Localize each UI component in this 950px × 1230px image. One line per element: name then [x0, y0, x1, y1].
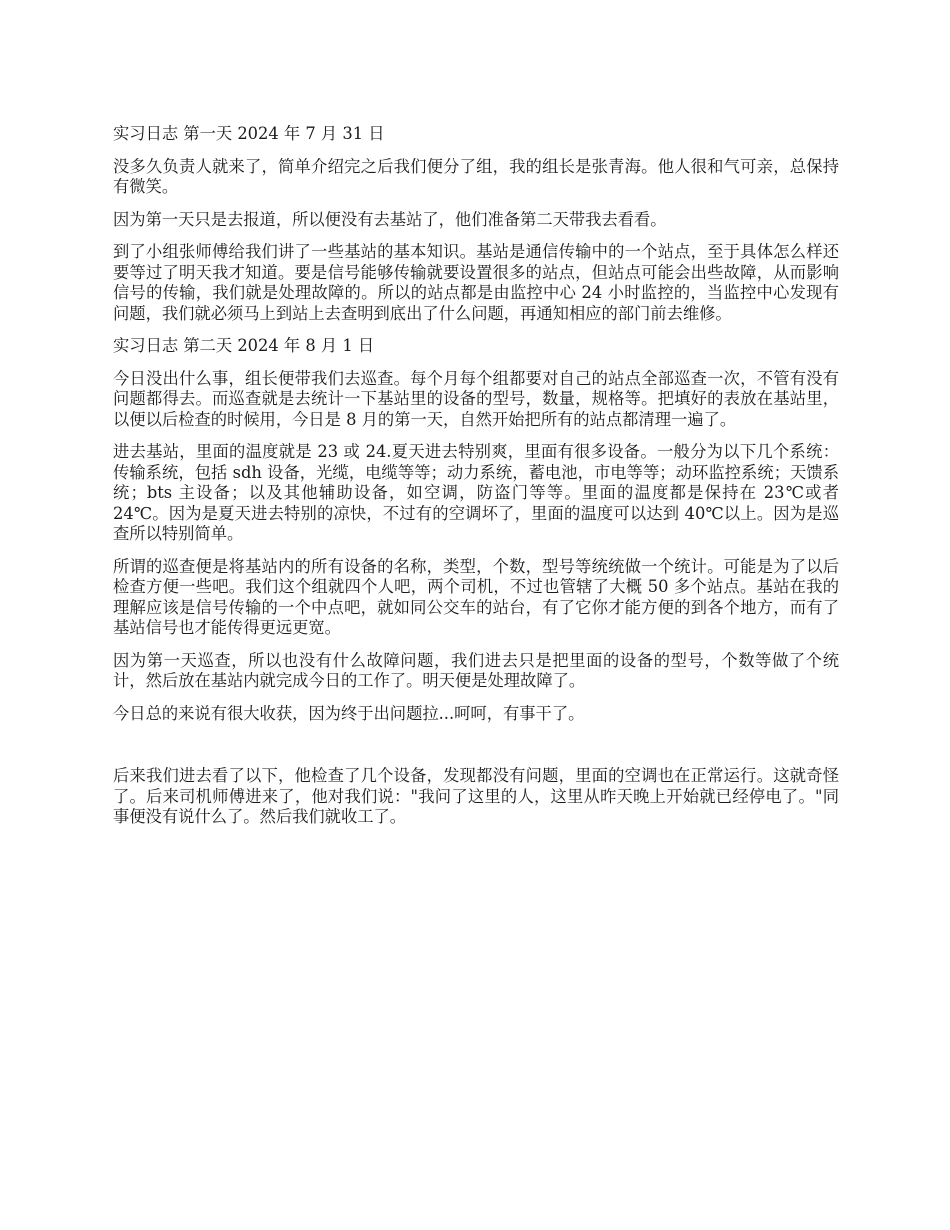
- paragraph: 因为第一天巡查，所以也没有什么故障问题，我们进去只是把里面的设备的型号，个数等做了个统计，然后放在基站内就完成今日的工作了。明天便是处理故障了。: [113, 650, 839, 690]
- log-heading-day-2: 实习日志 第二天 2024 年 8 月 1 日: [113, 336, 375, 355]
- blank-line: [113, 736, 839, 766]
- paragraph: 今日总的来说有很大收获，因为终于出问题拉...呵呵，有事干了。: [113, 703, 585, 723]
- log-heading-day-1: 实习日志 第一天 2024 年 7 月 31 日: [113, 124, 385, 143]
- document-body: [113, 124, 839, 840]
- paragraph: 今日没出什么事，组长便带我们去巡查。每个月每个组都要对自己的站点全部巡查一次，不管有没有问题都得去。而巡查就是去统计一下基站里的设备的型号，数量，规格等。把填好的表放在基站里，以便以后检查的时候用，今日是 8 月的第一天，自然开始把所有的站点都清理一遍了。: [113, 368, 839, 429]
- paragraph: 到了小组张师傅给我们讲了一些基站的基本知识。基站是通信传输中的一个站点，至于具体怎么样还要等过了明天我才知道。要是信号能够传输就要设置很多的站点，但站点可能会出些故障，从而影响信号的传输，我们就是处理故障的。所以的站点都是由监控中心 24 小时监控的，当监控中心发现有问题，我们就必须马上到站上去查明到底出了什么问题，再通知相应的部门前去维修。: [113, 242, 839, 323]
- paragraph: 进去基站，里面的温度就是 23 或 24.夏天进去特别爽，里面有很多设备。一般分为以下几个系统：传输系统，包括 sdh 设备，光缆，电缆等等；动力系统，蓄电池，市电等等；动环监控系统；天馈系统；bts 主设备；以及其他辅助设备，如空调，防盗门等等。里面的温度都是保持在 23℃或者 24℃。因为是夏天进去特别的凉快，不过有的空调坏了，里面的温度可以达到 40℃以上。因为是巡查所以特别简单。: [113, 442, 839, 543]
- paragraph: 没多久负责人就来了，简单介绍完之后我们便分了组，我的组长是张青海。他人很和气可亲，总保持有微笑。: [113, 156, 839, 196]
- paragraph: 因为第一天只是去报道，所以便没有去基站了，他们准备第二天带我去看看。: [113, 209, 667, 229]
- paragraph: 后来我们进去看了以下，他检查了几个设备，发现都没有问题，里面的空调也在正常运行。这就奇怪了。后来司机师傅进来了，他对我们说："我问了这里的人，这里从昨天晚上开始就已经停电了。"同事便没有说什么了。然后我们就收工了。: [113, 766, 839, 826]
- paragraph: 所谓的巡查便是将基站内的所有设备的名称，类型，个数，型号等统统做一个统计。可能是为了以后检查方便一些吧。我们这个组就四个人吧，两个司机，不过也管辖了大概 50 多个站点。基站在我的理解应该是信号传输的一个中点吧，就如同公交车的站台，有了它你才能方便的到各个地方，而有了基站信号也才能传得更远更宽。: [113, 556, 839, 637]
